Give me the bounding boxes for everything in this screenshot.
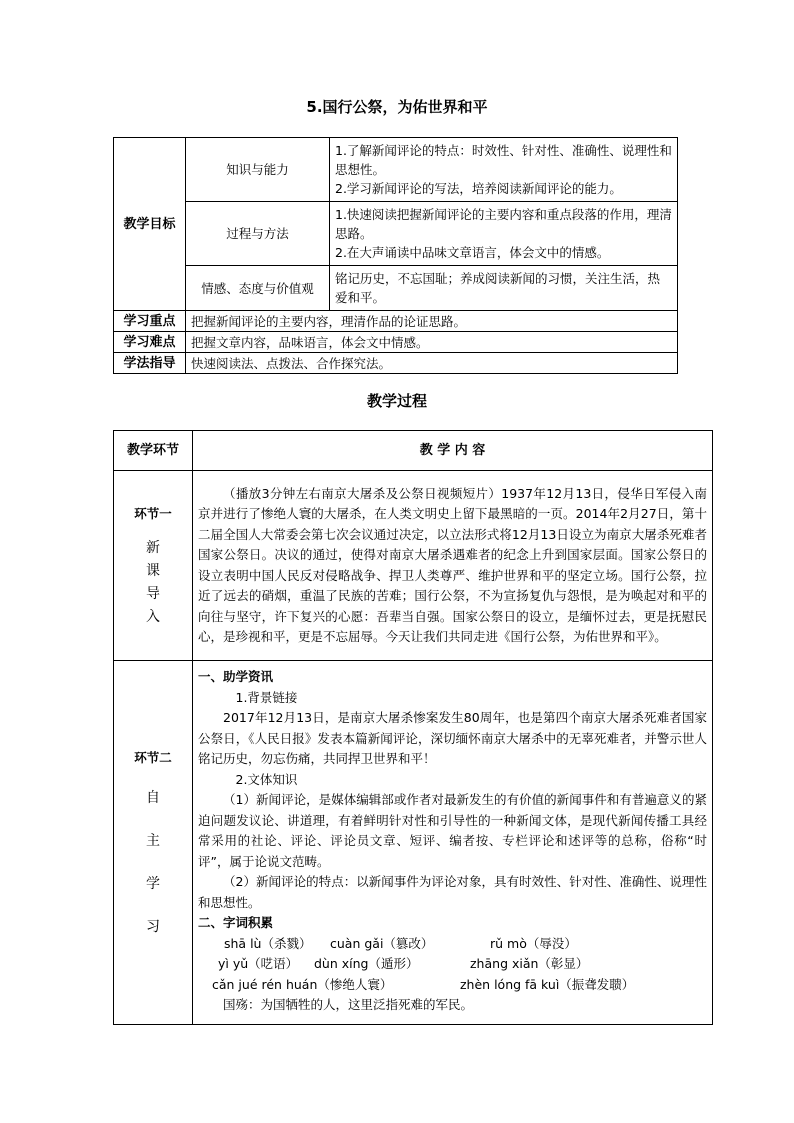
word-row (198, 975, 707, 996)
word-item: yì yǔ（呓语） (218, 956, 299, 971)
stage1-cell (114, 471, 193, 661)
teaching-process-table (113, 430, 713, 1025)
word-item: cuàn gǎi（篡改） (330, 935, 434, 951)
header-stage: 教学环节 (114, 431, 193, 471)
teaching-goals-table (113, 137, 678, 374)
word-item: rǔ mò（辱没） (490, 935, 577, 951)
stage2-cell (114, 661, 193, 1025)
method-text: 快速阅读法、点拨法、合作探究法。 (186, 353, 678, 374)
focus-label: 学习重点 (114, 311, 186, 332)
page-title: 5.国行公祭，为佑世界和平 (306, 98, 488, 116)
goals-label: 教学目标 (114, 138, 186, 311)
goal-line: 2.在大声诵读中品味文章语言，体会文中的情感。 (335, 245, 610, 260)
section-heading: 二、字词积累 (198, 915, 274, 930)
stage1-char: 课 (146, 563, 160, 579)
stage2-char: 主 (146, 833, 160, 849)
stage2-char: 学 (146, 876, 160, 892)
method-label: 学法指导 (114, 353, 186, 374)
goal-process-text (330, 202, 678, 266)
goal-category-attitude: 情感、态度与价值观 (186, 266, 330, 311)
genre-paragraph-1: （1）新闻评论，是媒体编辑部或作者对最新发生的有价值的新闻事件和有普遍意义的紧迫问题发议论、讲道理，有着鲜明针对性和引导性的一种新闻文体，是现代新闻传播工具经常采用的社论、评论、评论员文章、短评、编者按、专栏评论和述评等的总称，俗称“时评”，属于论说文范畴。 (198, 792, 707, 869)
difficulty-text: 把握文章内容，品味语言，体会文中情感。 (186, 332, 678, 353)
difficulty-label: 学习难点 (114, 332, 186, 353)
stage1-name: 环节一 (134, 506, 172, 521)
background-text: 2017年12月13日，是南京大屠杀惨案发生80周年，也是第四个南京大屠杀死难者国家公祭日，《人民日报》发表本篇新闻评论，深切缅怀南京大屠杀中的无辜死难者，并警示世人铭记历史，勿忘伤痛，共同捍卫世界和平！ (198, 710, 707, 766)
sub-heading: 1.背景链接 (235, 689, 298, 705)
header-content: 教 学 内 容 (193, 431, 713, 471)
word-row (198, 954, 707, 975)
section-heading: 一、助学资讯 (198, 669, 274, 684)
sub-heading: 2.文体知识 (235, 771, 298, 787)
stage1-char: 导 (146, 586, 160, 602)
goal-line: 2.学习新闻评论的写法，培养阅读新闻评论的能力。 (335, 181, 622, 196)
word-item: zhāng xiǎn（彰显） (470, 956, 589, 971)
word-item: shā lù（杀戮） (224, 935, 312, 951)
process-title: 教学过程 (366, 392, 427, 410)
word-item: zhèn lóng fā kuì（振聋发聩） (460, 976, 635, 992)
stage1-text: （播放3分钟左右南京大屠杀及公祭日视频短片）1937年12月13日，侵华日军侵入南京并进行了惨绝人寰的大屠杀，在人类文明史上留下最黑暗的一页。2014年2月27日，第十二届全国人大常委会第七次会议通过决定，以立法形式将12月13日设立为南京大屠杀死难者国家公祭日。决议的通过，使得对南京大屠杀遇难者的纪念上升到国家层面。国家公祭日的设立表明中国人民反对侵略战争、捍卫人类尊严、维护世界和平的坚定立场。国行公祭，拉近了远去的硝烟，重温了民族的苦难；国行公祭，不为宣扬复仇与怨恨，是为唤起对和平的向往与坚守，许下复兴的心愿：吾辈当自强。国家公祭日的设立，是缅怀过去，更是抚慰民心，是珍视和平，更是不忘屈辱。今天让我们共同走进《国行公祭，为佑世界和平》。 (193, 471, 713, 661)
stage2-char: 习 (146, 919, 160, 935)
stage1-char: 新 (146, 540, 160, 556)
genre-paragraph-2: （2）新闻评论的特点：以新闻事件为评论对象，具有时效性、针对性、准确性、说理性和思想性。 (198, 874, 707, 910)
stage2-content (193, 661, 713, 1025)
goal-line: 1.了解新闻评论的特点：时效性、针对性、准确性、说理性和思想性。 (335, 143, 672, 177)
goal-category-process: 过程与方法 (186, 202, 330, 266)
goal-line: 铭记历史，不忘国耻；养成阅读新闻的习惯，关注生活，热爱和平。 (335, 271, 661, 305)
word-row (198, 934, 707, 955)
goal-category-knowledge: 知识与能力 (186, 138, 330, 202)
word-note: 国殇：为国牺牲的人，这里泛指死难的军民。 (223, 997, 474, 1012)
stage1-char: 入 (146, 609, 160, 625)
focus-text: 把握新闻评论的主要内容，理清作品的论证思路。 (186, 311, 678, 332)
word-item: cǎn jué rén huán（惨绝人寰） (212, 976, 393, 992)
stage2-char: 自 (146, 790, 160, 806)
goal-line: 1.快速阅读把握新闻评论的主要内容和重点段落的作用，理清思路。 (335, 207, 672, 241)
stage2-name: 环节二 (134, 750, 172, 765)
word-item: dùn xíng（遁形） (314, 956, 419, 971)
goal-attitude-text (330, 266, 678, 311)
goal-knowledge-text (330, 138, 678, 202)
